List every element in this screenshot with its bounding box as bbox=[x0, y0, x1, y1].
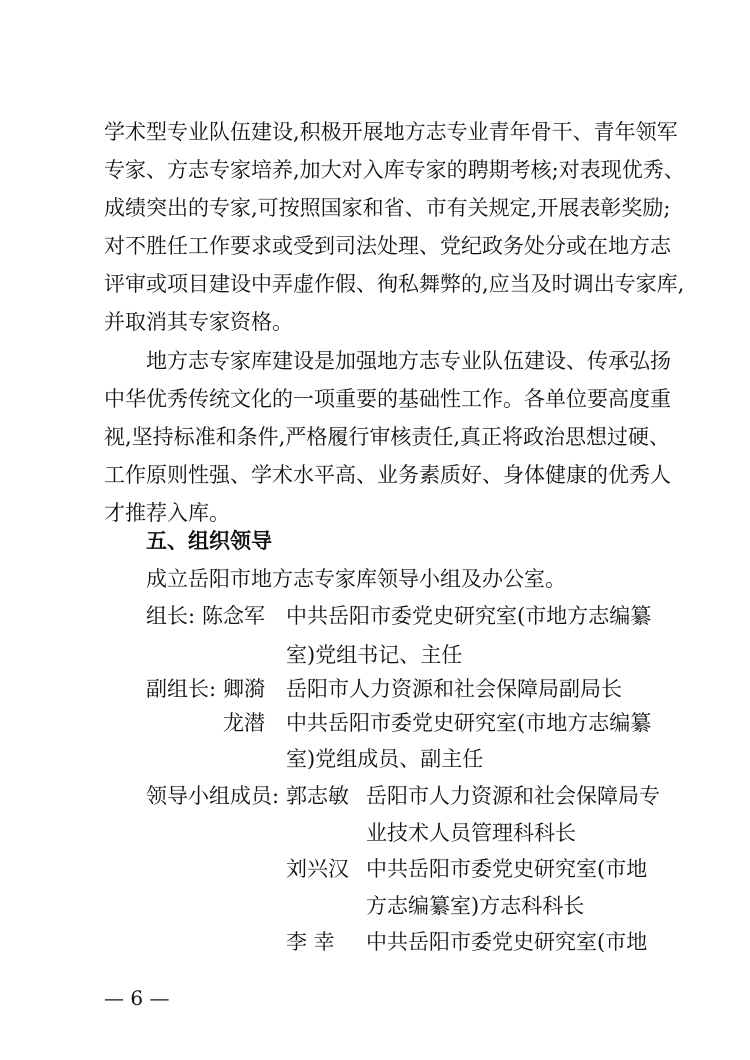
text-line: 对不胜任工作要求或受到司法处理、党纪政务处分或在地方志 bbox=[104, 234, 671, 258]
section-intro: 成立岳阳市地方志专家库领导小组及办公室。 bbox=[146, 567, 566, 591]
role-label: 组长: bbox=[146, 604, 196, 628]
member-name: 龙潜 bbox=[223, 711, 265, 735]
member-name: 李 幸 bbox=[286, 930, 335, 954]
text-line: 中华优秀传统文化的一项重要的基础性工作。各单位要高度重 bbox=[104, 387, 671, 411]
member-title-line: 室)党组成员、副主任 bbox=[286, 747, 484, 771]
member-name: 刘兴汉 bbox=[286, 857, 349, 881]
page-number: — 6 — bbox=[104, 986, 170, 1010]
text-line: 专家、方志专家培养,加大对入库专家的聘期考核;对表现优秀、 bbox=[104, 158, 685, 182]
text-line: 成绩突出的专家,可按照国家和省、市有关规定,开展表彰奖励; bbox=[104, 196, 671, 220]
member-title-line: 室)党组书记、主任 bbox=[286, 643, 463, 667]
member-title-line: 中共岳阳市委党史研究室(市地 bbox=[366, 930, 648, 954]
text-line: 学术型专业队伍建设,积极开展地方志专业青年骨干、青年领军 bbox=[104, 120, 678, 144]
member-title-line: 岳阳市人力资源和社会保障局副局长 bbox=[286, 677, 622, 701]
member-name: 陈念军 bbox=[202, 604, 265, 628]
member-title-line: 中共岳阳市委党史研究室(市地方志编纂 bbox=[286, 711, 652, 735]
member-name: 郭志敏 bbox=[286, 784, 349, 808]
section-heading: 五、组织领导 bbox=[146, 529, 272, 553]
member-title-line: 岳阳市人力资源和社会保障局专 bbox=[366, 784, 660, 808]
text-line: 地方志专家库建设是加强地方志专业队伍建设、传承弘扬 bbox=[146, 349, 671, 373]
role-label: 副组长: bbox=[146, 677, 217, 701]
member-name: 卿漪 bbox=[223, 677, 265, 701]
text-line: 并取消其专家资格。 bbox=[104, 310, 293, 334]
text-line: 视,坚持标准和条件,严格履行审核责任,真正将政治思想过硬、 bbox=[104, 425, 671, 449]
member-title-line: 中共岳阳市委党史研究室(市地 bbox=[366, 857, 648, 881]
member-title-line: 业技术人员管理科科长 bbox=[366, 821, 576, 845]
member-title-line: 中共岳阳市委党史研究室(市地方志编纂 bbox=[286, 604, 652, 628]
text-line: 工作原则性强、学术水平高、业务素质好、身体健康的优秀人 bbox=[104, 463, 671, 487]
text-line: 才推荐入库。 bbox=[104, 501, 230, 525]
member-title-line: 方志编纂室)方志科科长 bbox=[366, 894, 585, 918]
role-label: 领导小组成员: bbox=[146, 784, 280, 808]
text-line: 评审或项目建设中弄虚作假、徇私舞弊的,应当及时调出专家库, bbox=[104, 272, 685, 296]
